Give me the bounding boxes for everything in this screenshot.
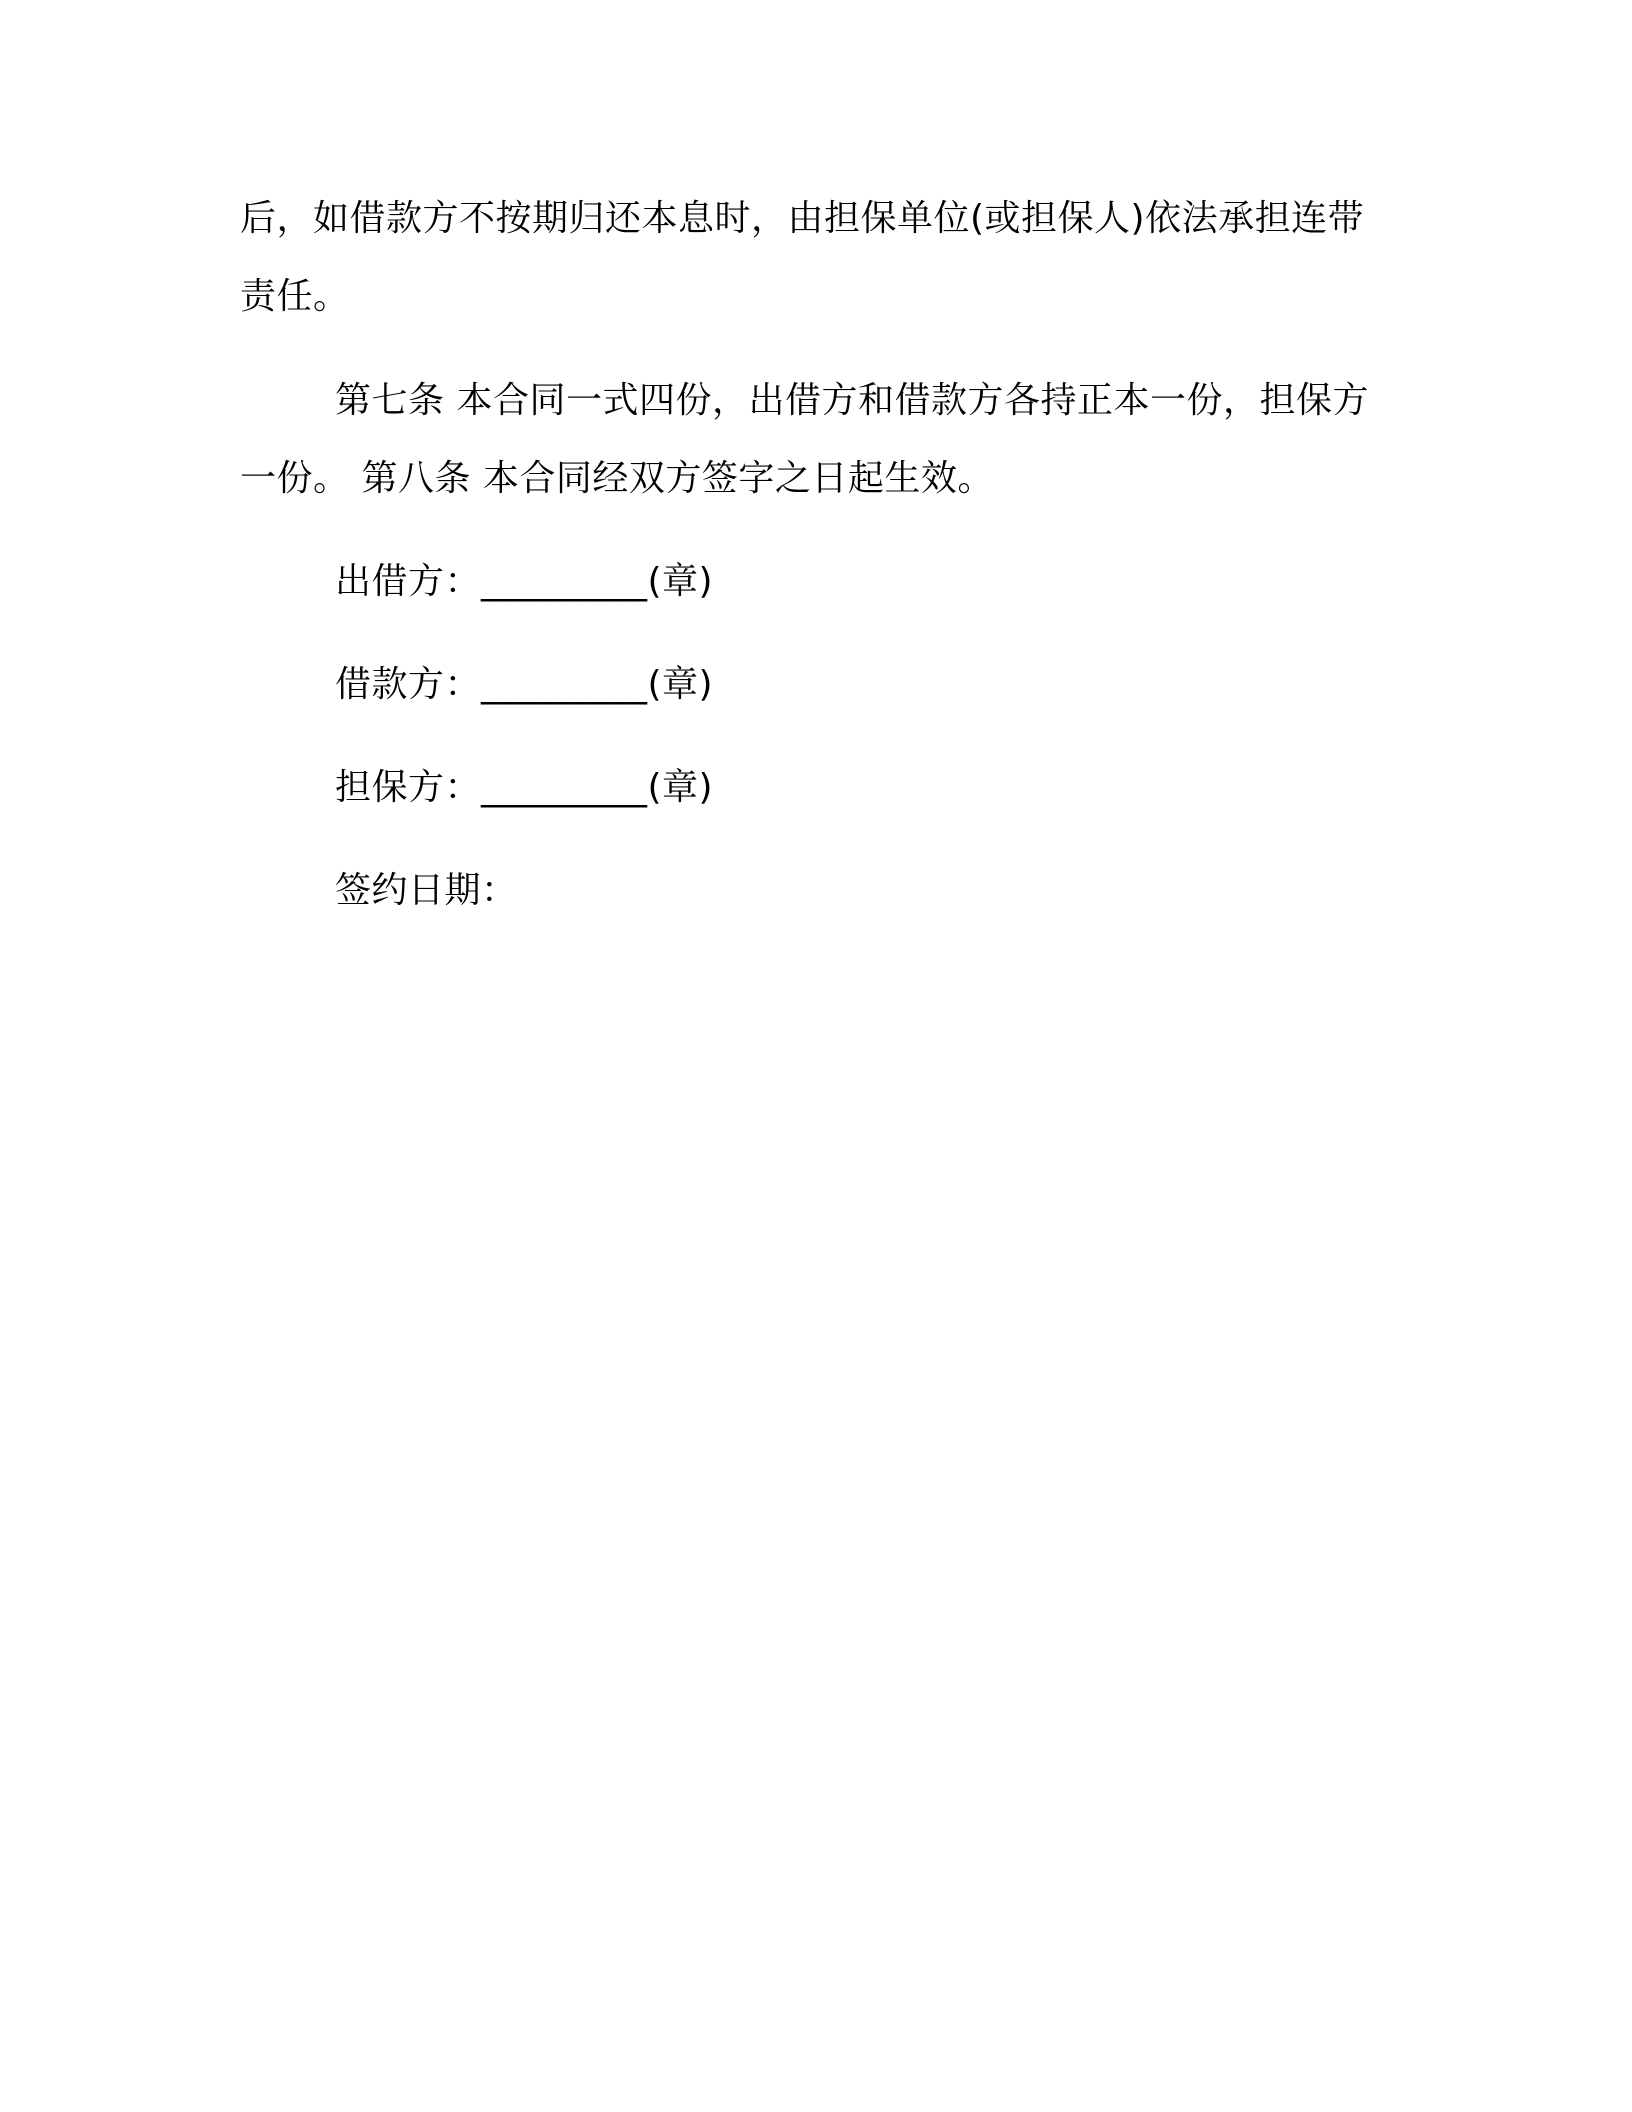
paragraph-line: 第七条 本合同一式四份，出借方和借款方各持正本一份，担保方 [335,380,1369,421]
sign-date-label: 签约日期： [335,870,518,911]
sign-date-line [240,852,1400,930]
paragraph-line: 一份。 第八条 本合同经双方签字之日起生效。 [240,458,994,499]
paragraph-line: 后，如借款方不按期归还本息时，由担保单位(或担保人)依法承担连带 [240,198,1365,239]
guarantor-signature-line [240,749,1400,827]
liability-paragraph [240,180,1400,336]
lender-signature-line [240,543,1400,621]
signature-label: 借款方：_________(章) [335,664,714,705]
borrower-signature-line [240,646,1400,724]
article-seven-eight-paragraph [240,362,1400,518]
signature-label: 担保方：_________(章) [335,767,714,808]
paragraph-line: 责任。 [240,276,350,317]
signature-label: 出借方：_________(章) [335,561,714,602]
